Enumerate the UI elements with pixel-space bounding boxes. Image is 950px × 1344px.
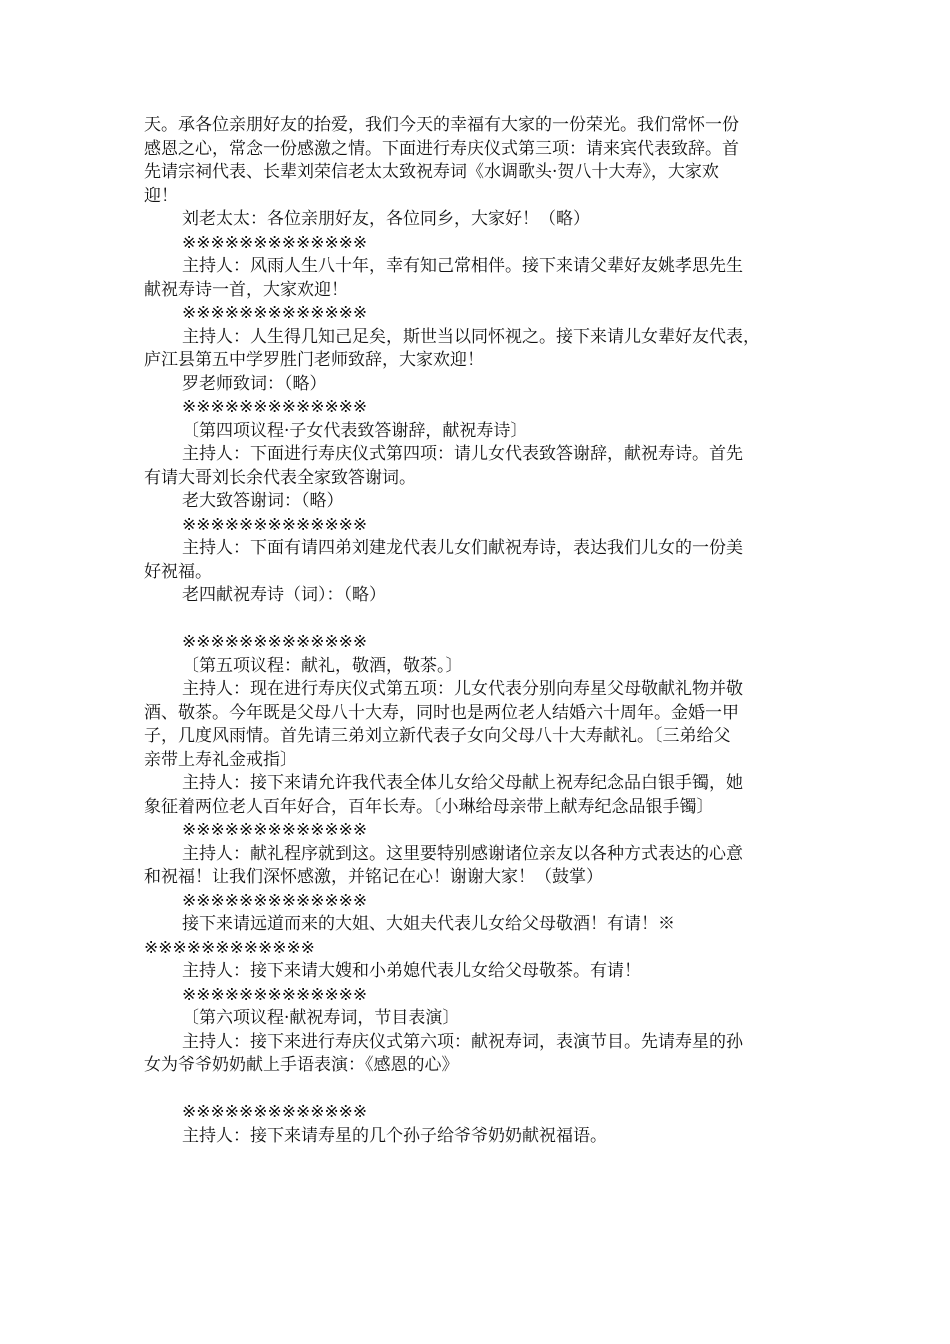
text-line: 刘老太太：各位亲朋好友，各位同乡，大家好！（略） — [182, 209, 590, 229]
text-line: 先请宗祠代表、长辈刘荣信老太太致祝寿词《水调歌头·贺八十大寿》，大家欢 — [144, 162, 719, 182]
section-heading: 〔第六项议程·献祝寿词，节目表演〕 — [182, 1008, 460, 1028]
text-line: 主持人：现在进行寿庆仪式第五项：儿女代表分别向寿星父母敬献礼物并敬 — [182, 679, 743, 699]
text-line: 主持人：接下来请寿星的几个孙子给爷爷奶奶献祝福语。 — [182, 1125, 607, 1146]
text-line: 老大致答谢词：（略） — [182, 491, 344, 511]
text-line: 庐江县第五中学罗胜门老师致辞，大家欢迎！ — [144, 350, 484, 370]
text-line: 迎！ — [144, 185, 178, 206]
text-line: 和祝福！让我们深怀感激，并铭记在心！谢谢大家！（鼓掌） — [144, 867, 603, 887]
text-line: 象征着两位老人百年好合，百年长寿。〔小琳给母亲带上献寿纪念品银手镯〕 — [144, 796, 714, 817]
text-line: 罗老师致词：（略） — [182, 373, 327, 394]
separator-line: ※※※※※※※※※※※※※ — [182, 232, 368, 253]
blank-line — [144, 608, 810, 632]
separator-line: ※※※※※※※※※※※※※ — [182, 820, 368, 840]
separator-line: ※※※※※※※※※※※※※ — [182, 984, 368, 1005]
text-line: 感恩之心，常念一份感激之情。下面进行寿庆仪式第三项：请来宾代表致辞。首 — [144, 138, 739, 159]
text-line: 老四献祝寿诗（词）：（略） — [182, 585, 386, 605]
text-line: 有请大哥刘长余代表全家致答谢词。 — [144, 467, 416, 488]
text-line: 主持人：人生得几知己足矣，斯世当以同怀视之。接下来请儿女辈好友代表， — [182, 326, 760, 347]
separator-line: ※※※※※※※※※※※※※ — [182, 397, 368, 417]
text-line: 主持人：接下来进行寿庆仪式第六项：献祝寿词，表演节目。先请寿星的孙 — [182, 1031, 743, 1052]
text-line: 主持人：下面进行寿庆仪式第四项：请儿女代表致答谢辞，献祝寿诗。首先 — [182, 444, 743, 464]
separator-line: ※※※※※※※※※※※※※ — [182, 303, 368, 323]
text-line: 酒、敬茶。今年既是父母八十大寿，同时也是两位老人结婚六十周年。金婚一甲 — [144, 702, 739, 723]
separator-line: ※※※※※※※※※※※※※ — [182, 890, 368, 911]
text-line: 主持人：献礼程序就到这。这里要特别感谢诸位亲友以各种方式表达的心意 — [182, 843, 743, 864]
section-heading: 〔第五项议程：献礼，敬酒，敬茶。〕 — [182, 655, 463, 676]
section-heading: 〔第四项议程·子女代表致答谢辞，献祝寿诗〕 — [182, 420, 528, 441]
text-line: 主持人：接下来请允许我代表全体儿女给父母献上祝寿纪念品白银手镯，她 — [182, 773, 743, 793]
blank-line — [144, 1078, 810, 1102]
text-line: 亲带上寿礼金戒指〕 — [144, 749, 297, 770]
text-line: 子，几度风雨情。首先请三弟刘立新代表子女向父母八十大寿献礼。〔三弟给父 — [144, 726, 731, 746]
text-line: 女为爷爷奶奶献上手语表演：《感恩的心》 — [144, 1055, 459, 1075]
text-line: 主持人：下面有请四弟刘建龙代表儿女们献祝寿诗，表达我们儿女的一份美 — [182, 538, 743, 558]
text-line: 主持人：接下来请大嫂和小弟媳代表儿女给父母敬茶。有请！ — [182, 961, 641, 981]
text-line: 天。承各位亲朋好友的抬爱，我们今天的幸福有大家的一份荣光。我们常怀一份 — [144, 115, 739, 135]
separator-line: ※※※※※※※※※※※※ — [144, 937, 315, 958]
text-line: 主持人：风雨人生八十年，幸有知己常相伴。接下来请父辈好友姚孝思先生 — [182, 256, 743, 276]
separator-line: ※※※※※※※※※※※※※ — [182, 1102, 368, 1122]
text-line: 接下来请远道而来的大姐、大姐夫代表儿女给父母敬酒！有请！※ — [182, 914, 675, 934]
document-body — [144, 114, 810, 1148]
text-line: 献祝寿诗一首，大家欢迎！ — [144, 279, 348, 300]
separator-line: ※※※※※※※※※※※※※ — [182, 632, 368, 652]
text-line: 好祝福。 — [144, 561, 212, 582]
separator-line: ※※※※※※※※※※※※※ — [182, 514, 368, 535]
